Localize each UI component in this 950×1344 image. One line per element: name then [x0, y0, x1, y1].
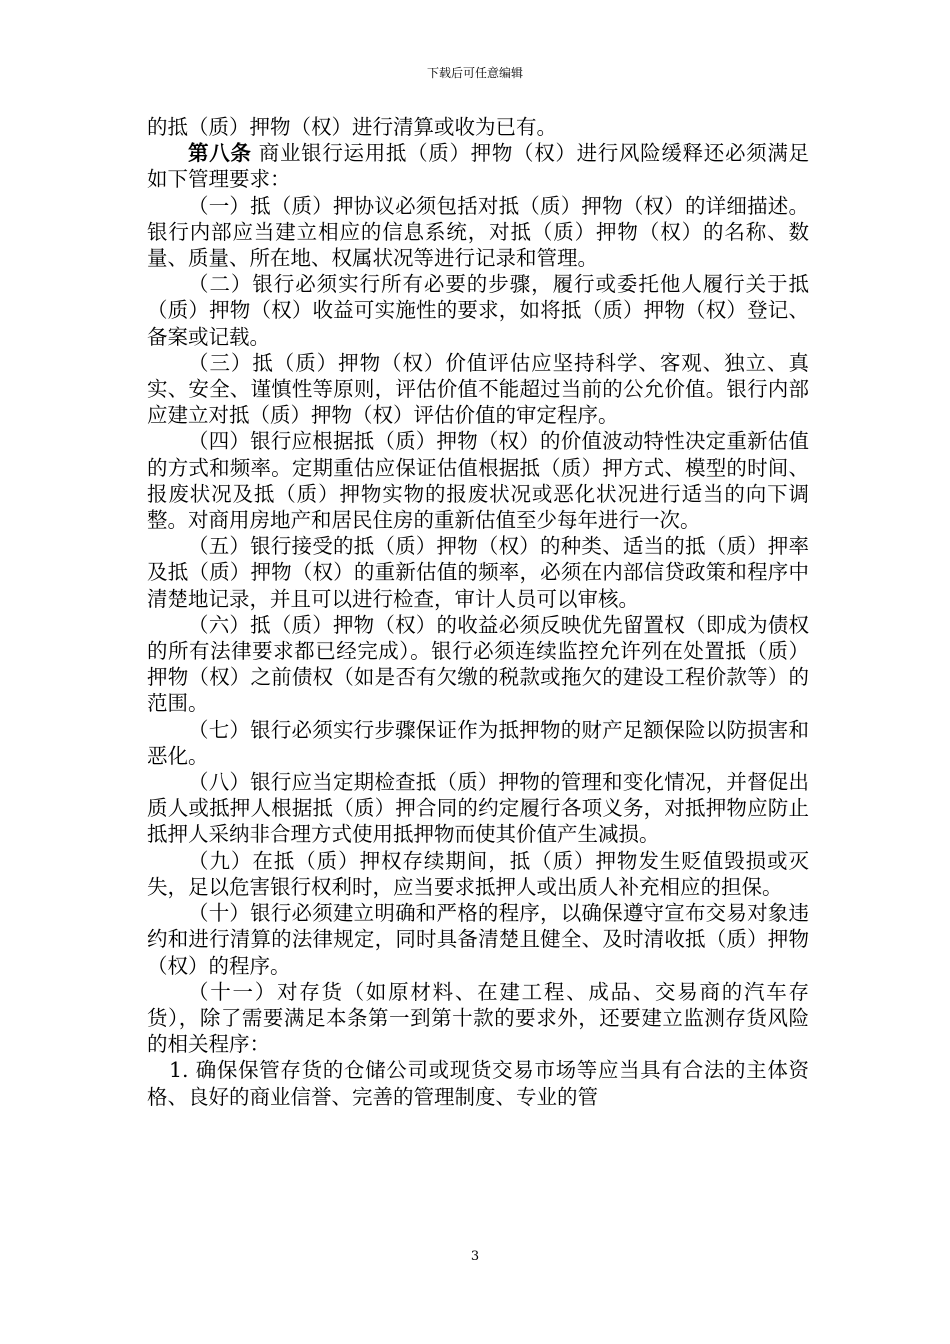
list-item: （五）银行接受的抵（质）押物（权）的种类、适当的抵（质）押率及抵（质）押物（权）的重新估值的频率，必须在内部信贷政策和程序中清楚地记录，并且可以进行检查，审计人员可以审核。: [147, 534, 809, 611]
article-paragraph: [147, 140, 809, 192]
list-item: （七）银行必须实行步骤保证作为抵押物的财产足额保险以防损害和恶化。: [147, 717, 809, 768]
page-number: 3: [470, 1249, 480, 1264]
list-item: （三）抵（质）押物（权）价值评估应坚持科学、客观、独立、真实、安全、谨慎性等原则，评估价值不能超过当前的公允价值。银行内部应建立对抵（质）押物（权）评估价值的审定程序。: [147, 350, 809, 428]
document-body: [147, 114, 809, 1110]
article-text: 商业银行运用抵（质）押物（权）进行风险缓释还必须满足如下管理要求：: [147, 141, 810, 192]
sub-list-item: 1. 确保保管存货的仓储公司或现货交易市场等应当具有合法的主体资格、良好的商业信誉、完善的管理制度、专业的管: [147, 1058, 809, 1109]
list-item: （四）银行应根据抵（质）押物（权）的价值波动特性决定重新估值的方式和频率。定期重估应保证估值根据抵（质）押方式、模型的时间、报废状况及抵（质）押物实物的报废状况或恶化状况进行适当的向下调整。对商用房地产和居民住房的重新估值至少每年进行一次。: [147, 429, 809, 533]
list-item: （十一）对存货（如原材料、在建工程、成品、交易商的汽车存货），除了需要满足本条第一到第十款的要求外，还要建立监测存货风险的相关程序：: [147, 979, 809, 1057]
list-item: （十）银行必须建立明确和严格的程序，以确保遵守宣布交易对象违约和进行清算的法律规定，同时具备清楚且健全、及时清收抵（质）押物（权）的程序。: [147, 901, 809, 978]
article-number: 第八条: [188, 141, 252, 166]
list-item: （一）抵（质）押协议必须包括对抵（质）押物（权）的详细描述。银行内部应当建立相应的信息系统，对抵（质）押物（权）的名称、数量、质量、所在地、权属状况等进行记录和管理。: [147, 193, 809, 271]
list-item: （九）在抵（质）押权存续期间，抵（质）押物发生贬值毁损或灭失，足以危害银行权利时，应当要求抵押人或出质人补充相应的担保。: [147, 848, 809, 899]
list-item: （八）银行应当定期检查抵（质）押物的管理和变化情况，并督促出质人或抵押人根据抵（质）押合同的约定履行各项义务，对抵押物应防止抵押人采纳非合理方式使用抵押物而使其价值产生减损。: [147, 770, 809, 847]
list-item: （二）银行必须实行所有必要的步骤，履行或委托他人履行关于抵（质）押物（权）收益可实施性的要求，如将抵（质）押物（权）登记、备案或记载。: [147, 272, 809, 349]
page-header: 下载后可任意编辑: [426, 66, 523, 80]
list-item: （六）抵（质）押物（权）的收益必须反映优先留置权（即成为债权的所有法律要求都已经完成）。银行必须连续监控允许列在处置抵（质）押物（权）之前债权（如是否有欠缴的税款或拖欠的建设工程价款等）的范围。: [147, 612, 809, 716]
paragraph-continuation: 的抵（质）押物（权）进行清算或收为已有。: [147, 115, 557, 139]
